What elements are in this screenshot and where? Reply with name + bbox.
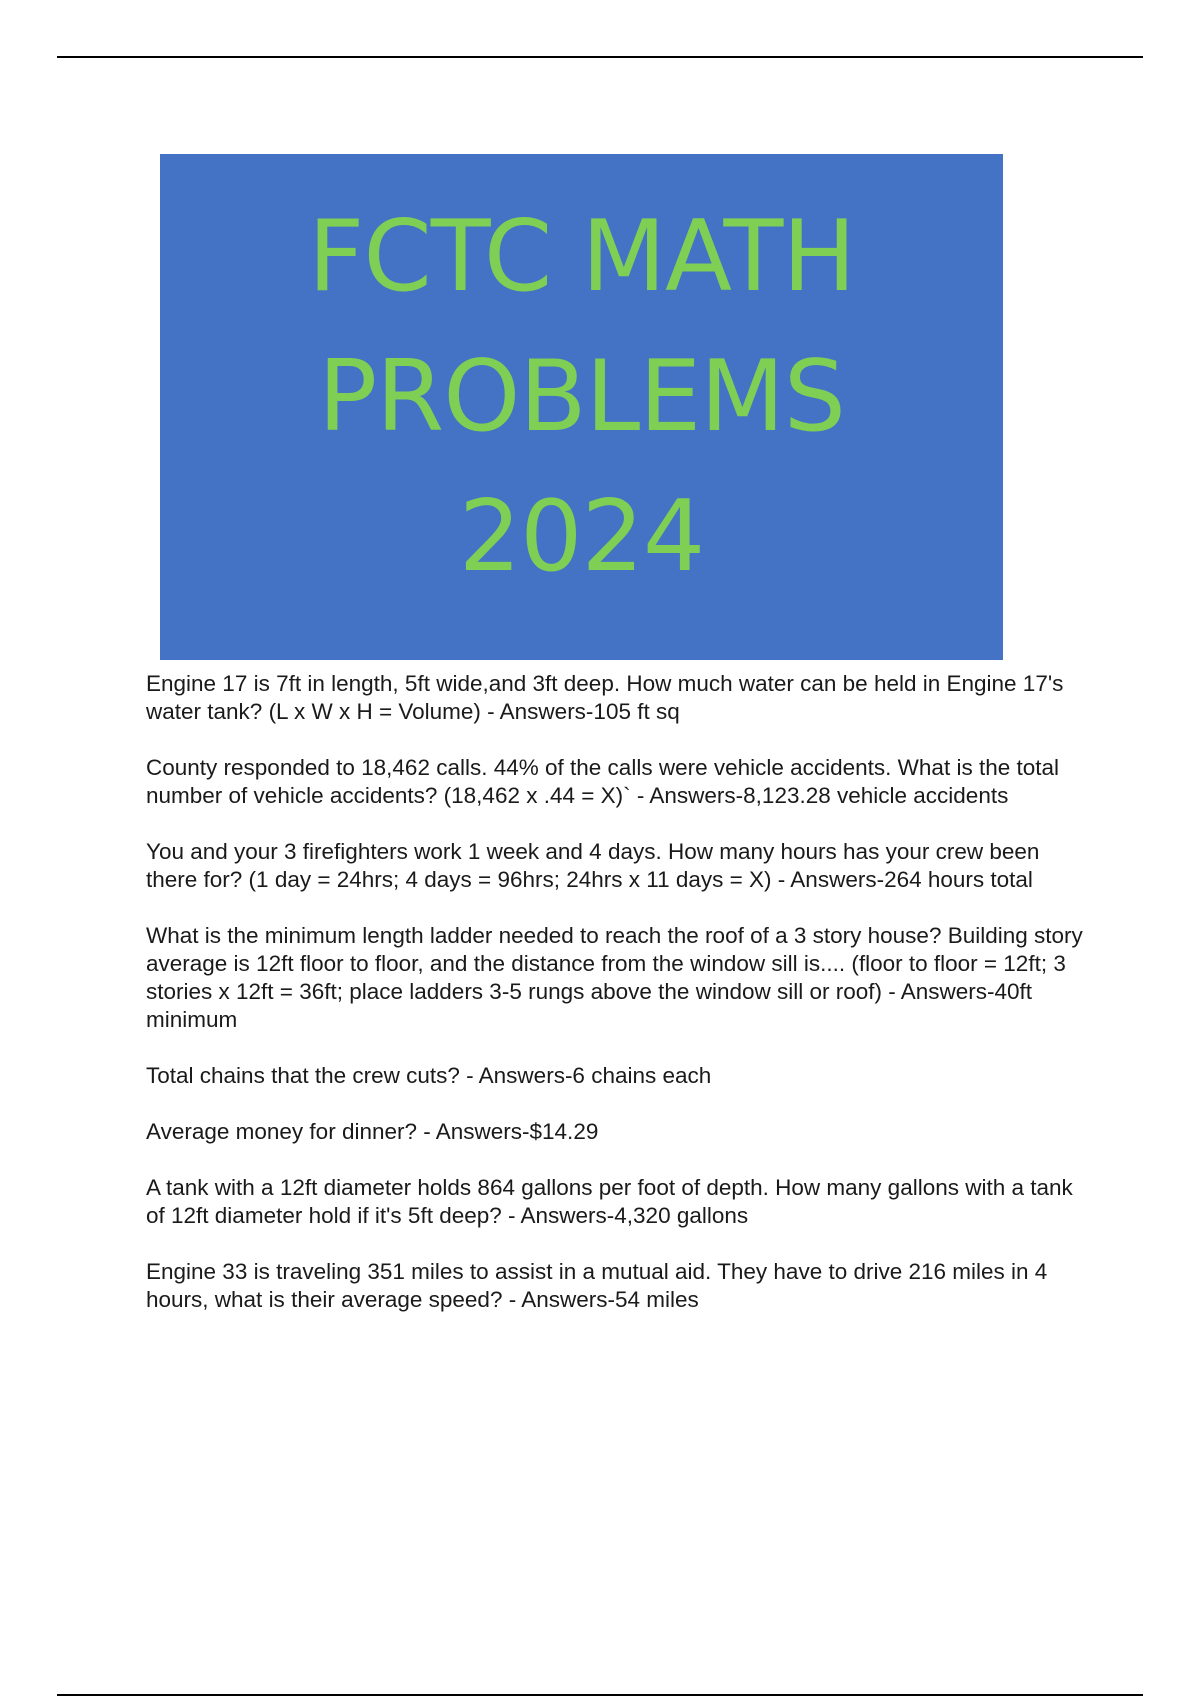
bottom-rule [57,1694,1143,1696]
qa-item: Engine 33 is traveling 351 miles to assist in a mutual aid. They have to drive 216 miles in 4 hours, what is their average speed? - Answers-54 miles [146,1259,1048,1312]
qa-item: Engine 17 is 7ft in length, 5ft wide,and 3ft deep. How much water can be held in Engine 17's water tank? (L x W x H = Volume) - Answers-105 ft sq [146,671,1064,724]
cover-title-line-2: PROBLEMS [318,340,845,454]
qa-item: What is the minimum length ladder needed to reach the roof of a 3 story house? Building story average is 12ft floor to floor, and the distance from the window sill is.... (floor to floor = 12ft; 3 stories x 12ft = 36ft; place ladders 3-5 rungs above the window sill or roof) - Answers-40ft minimum [146,923,1083,1032]
qa-item: Average money for dinner? - Answers-$14.29 [146,1119,599,1144]
question-answer-list [146,670,1086,1342]
cover-title-line-1: FCTC MATH [307,200,856,314]
cover-image [160,154,1003,660]
qa-item: A tank with a 12ft diameter holds 864 gallons per foot of depth. How many gallons with a tank of 12ft diameter hold if it's 5ft deep? - Answers-4,320 gallons [146,1175,1073,1228]
qa-item: County responded to 18,462 calls. 44% of the calls were vehicle accidents. What is the total number of vehicle accidents? (18,462 x .44 = X)` - Answers-8,123.28 vehicle accidents [146,755,1060,808]
qa-item: You and your 3 firefighters work 1 week and 4 days. How many hours has your crew been there for? (1 day = 24hrs; 4 days = 96hrs; 24hrs x 11 days = X) - Answers-264 hours total [146,839,1040,892]
cover-title-line-3: 2024 [458,480,705,594]
top-rule [57,56,1143,58]
qa-item: Total chains that the crew cuts? - Answers-6 chains each [146,1063,712,1088]
